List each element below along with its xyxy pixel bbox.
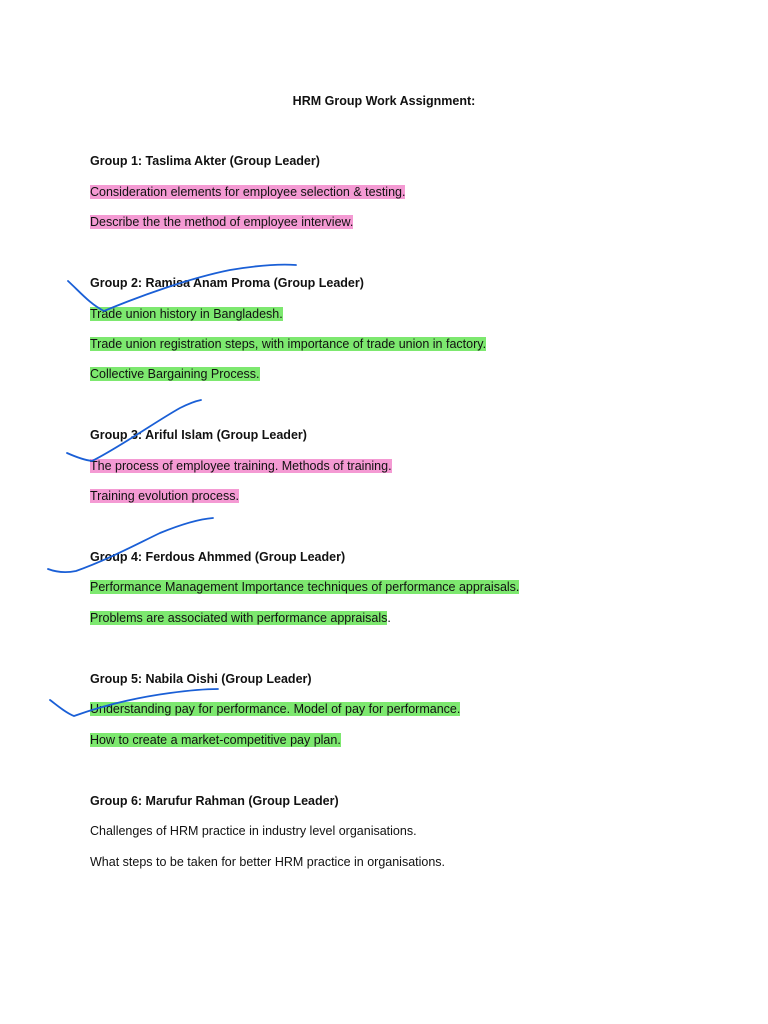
highlighted-text: The process of employee training. Methods of training.: [90, 459, 392, 473]
highlighted-text: Consideration elements for employee selection & testing.: [90, 185, 406, 199]
group-1-heading: Group 1: Taslima Akter (Group Leader): [90, 154, 320, 168]
highlighted-text: Understanding pay for performance. Model of pay for performance.: [90, 702, 461, 716]
highlighted-text: Trade union history in Bangladesh.: [90, 307, 283, 321]
highlighted-text: How to create a market-competitive pay plan.: [90, 733, 341, 747]
group-6-topic-1: Challenges of HRM practice in industry level organisations.: [90, 824, 417, 838]
group-2-topic-1: [90, 307, 283, 322]
group-5-topic-2: [90, 733, 341, 748]
group-2-heading: Group 2: Ramisa Anam Proma (Group Leader): [90, 276, 364, 290]
highlighted-text: Trade union registration steps, with importance of trade union in factory.: [90, 337, 487, 351]
highlighted-text: Problems are associated with performance appraisals: [90, 611, 388, 625]
group-4-heading: Group 4: Ferdous Ahmmed (Group Leader): [90, 550, 346, 564]
group-2-topic-3: [90, 367, 260, 382]
group-6-heading: Group 6: Marufur Rahman (Group Leader): [90, 794, 339, 808]
group-3-heading: Group 3: Ariful Islam (Group Leader): [90, 428, 307, 442]
group-4-topic-2: [90, 611, 391, 626]
group-5-topic-1: [90, 702, 460, 717]
highlighted-text: Training evolution process.: [90, 489, 239, 503]
group-4-topic-1: [90, 580, 519, 595]
trailing-period: .: [387, 611, 391, 625]
group-6-topic-2: What steps to be taken for better HRM practice in organisations.: [90, 855, 446, 869]
group-3-topic-1: [90, 459, 392, 474]
group-3-topic-2: [90, 489, 239, 504]
document-title: HRM Group Work Assignment:: [292, 94, 476, 108]
group-5-heading: Group 5: Nabila Oishi (Group Leader): [90, 672, 312, 686]
highlighted-text: Performance Management Importance techniques of performance appraisals.: [90, 580, 520, 594]
group-2-topic-2: [90, 337, 486, 352]
group-1-topic-2: [90, 215, 353, 230]
group-1-topic-1: [90, 185, 405, 200]
highlighted-text: Describe the the method of employee interview.: [90, 215, 354, 229]
highlighted-text: Collective Bargaining Process.: [90, 367, 260, 381]
